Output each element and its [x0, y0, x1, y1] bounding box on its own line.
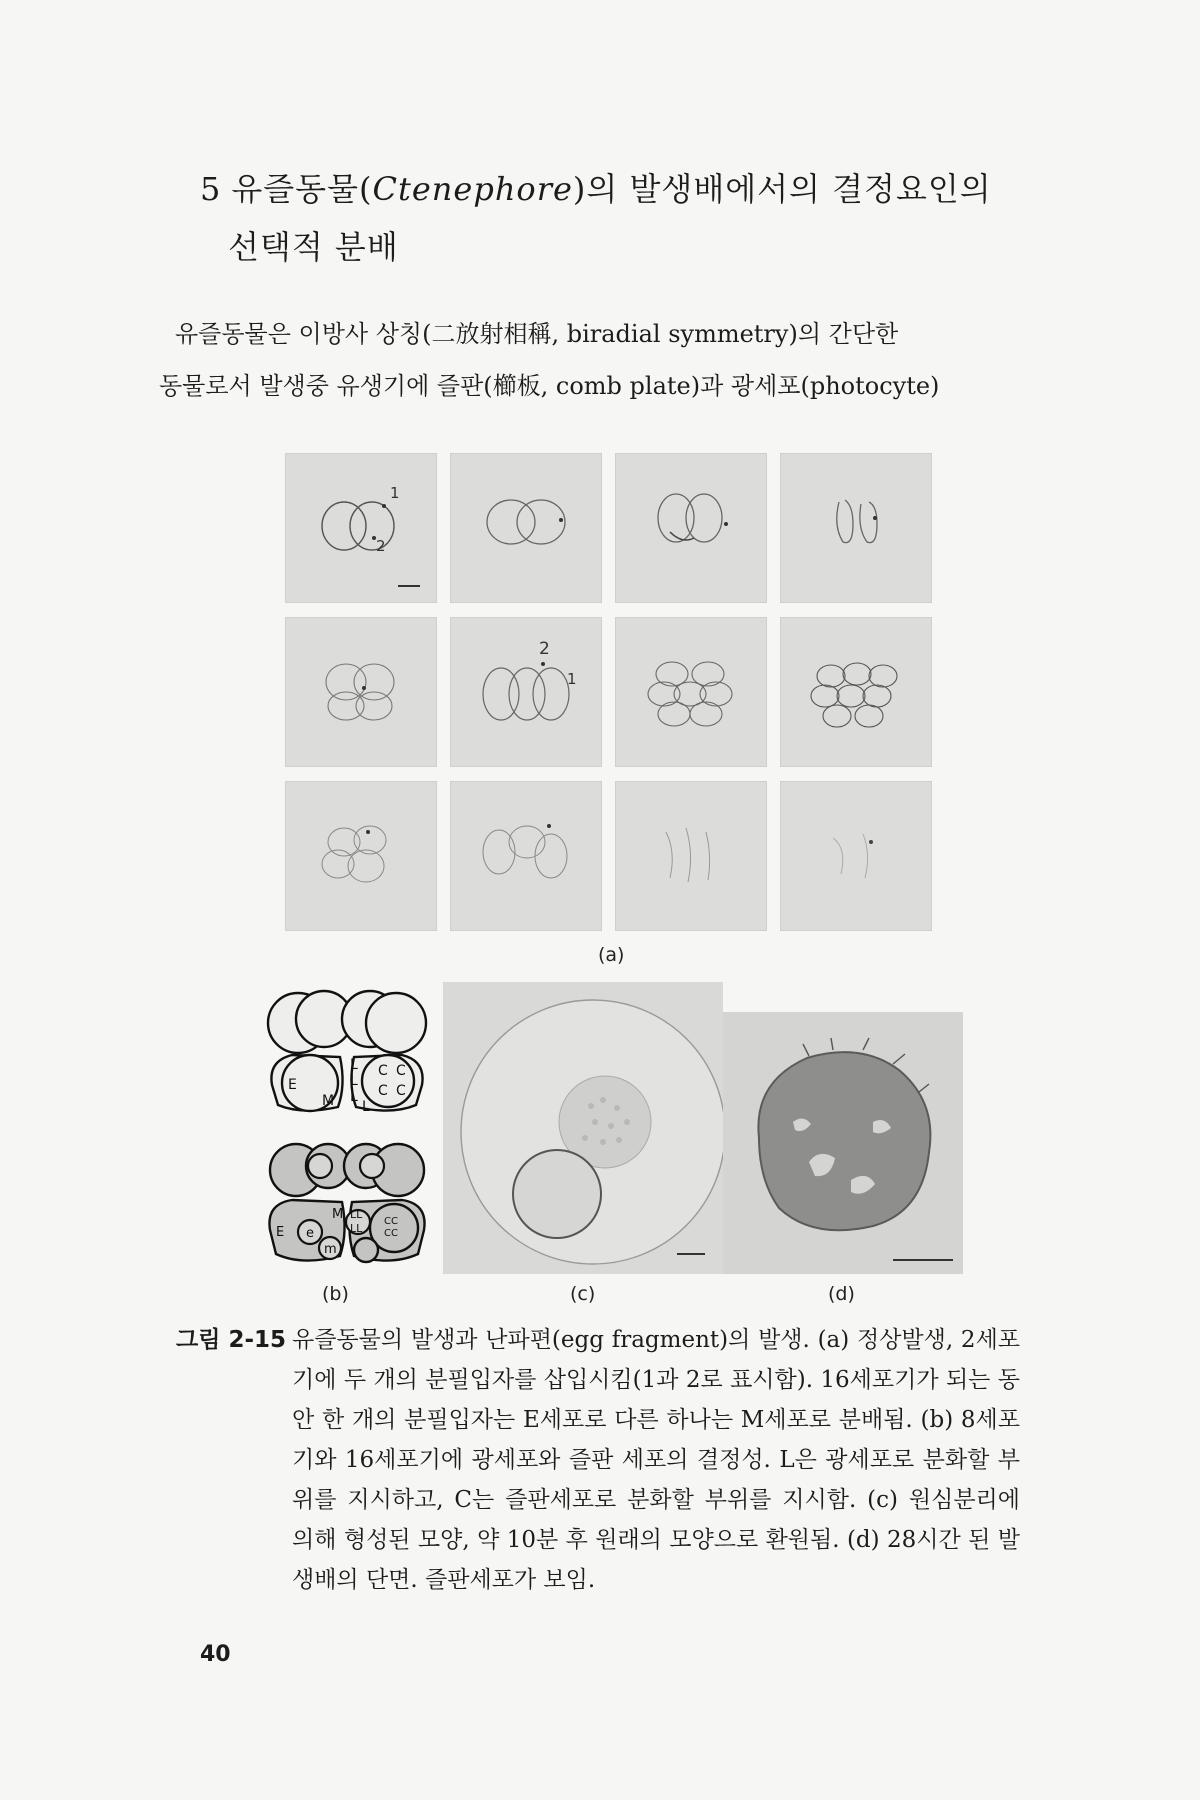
- photo-2cell-b: [450, 453, 602, 603]
- diag16-label-cc2: CC: [384, 1228, 398, 1239]
- diag-label-c4: C: [396, 1083, 406, 1099]
- diagram-16cell: [262, 1140, 432, 1274]
- caption-letter-d: (d): [828, 1283, 855, 1305]
- photo-16cell-a: [615, 617, 767, 767]
- diagram-8cell: [262, 985, 432, 1129]
- figure-caption-text: 유즐동물의 발생과 난파편(egg fragment)의 발생. (a) 정상발생, 2세포기에 두 개의 분필입자를 삽입시킴(1과 2로 표시함). 16세포기가 되는 동안 한 개의 분필입자는 E세포로 다른 하나는 M세포로 분배됨. (b) 8세포기와 16세포기에 광세포와 즐판 세포의 결정성. L은 광세포로 분화할 부위를 지시하고, C는 즐판세포로 분화할 부위를 지시함. (c) 원심분리에 의해 형성된 모양, 약 10분 후 원래의 모양으로 환원됨. (d) 28시간 된 발생배의 단면. 즐판세포가 보임.: [292, 1327, 1020, 1593]
- intro-paragraph: [159, 308, 1035, 400]
- section-title-prefix: 유즐동물(: [231, 170, 373, 208]
- diag-label-m: M: [322, 1093, 335, 1109]
- mark-label-2b: 2: [539, 639, 550, 659]
- photo-8cell-b: [450, 617, 602, 767]
- photo-4cell-b: [780, 453, 932, 603]
- intro-line-2: 동물로서 발생중 유생기에 즐판(櫛板, comb plate)과 광세포(photocyte): [159, 372, 940, 400]
- mark-label-1: 1: [390, 484, 400, 502]
- photo-later-b: [450, 781, 602, 931]
- diag16-label-m-small: m: [324, 1242, 337, 1257]
- caption-letter-c: (c): [570, 1283, 596, 1305]
- mark-label-1b: 1: [567, 670, 577, 688]
- section-title-latin: Ctenephore: [372, 170, 573, 208]
- diag16-label-e: E: [276, 1225, 285, 1240]
- caption-letter-a: (a): [598, 944, 625, 966]
- diag-label-l4: L: [362, 1099, 370, 1115]
- photo-later-d: [780, 781, 932, 931]
- figure-caption-label: 그림 2-15: [176, 1327, 286, 1353]
- section-number: 5: [200, 170, 222, 208]
- photo-embryo-section: [723, 1012, 963, 1274]
- diag-label-c1: C: [378, 1063, 388, 1079]
- photo-centrifuged-egg: [443, 982, 723, 1274]
- intro-line-1: 유즐동물은 이방사 상칭(二放射相稱, biradial symmetry)의 간단한: [175, 320, 899, 348]
- mark-label-2: 2: [376, 537, 386, 555]
- diag16-label-ll2: LL: [350, 1222, 363, 1235]
- figure-caption: [176, 1320, 1020, 1600]
- diag-label-c3: C: [378, 1083, 388, 1099]
- photo-2cell-a: [285, 453, 437, 603]
- diag16-label-cc1: CC: [384, 1216, 398, 1227]
- page-number: 40: [200, 1642, 231, 1667]
- diag16-label-ll1: LL: [350, 1208, 363, 1221]
- section-title: [200, 160, 1060, 276]
- caption-letter-b: (b): [322, 1283, 349, 1305]
- photo-4cell-a: [615, 453, 767, 603]
- diag-label-c2: C: [396, 1063, 406, 1079]
- photo-later-c: [615, 781, 767, 931]
- diag16-label-e-small: e: [306, 1226, 314, 1241]
- section-title-line2: 선택적 분배: [228, 228, 399, 266]
- diag-label-l2: L: [350, 1073, 358, 1089]
- diag-label-l1: L: [350, 1057, 358, 1073]
- photo-16cell-b: [780, 617, 932, 767]
- photo-8cell-a: [285, 617, 437, 767]
- diag16-label-m: M: [332, 1207, 344, 1222]
- photo-later-a: [285, 781, 437, 931]
- diag-label-l3: L: [350, 1089, 358, 1105]
- diag-label-e: E: [288, 1077, 297, 1093]
- section-title-suffix: )의 발생배에서의 결정요인의: [572, 170, 992, 208]
